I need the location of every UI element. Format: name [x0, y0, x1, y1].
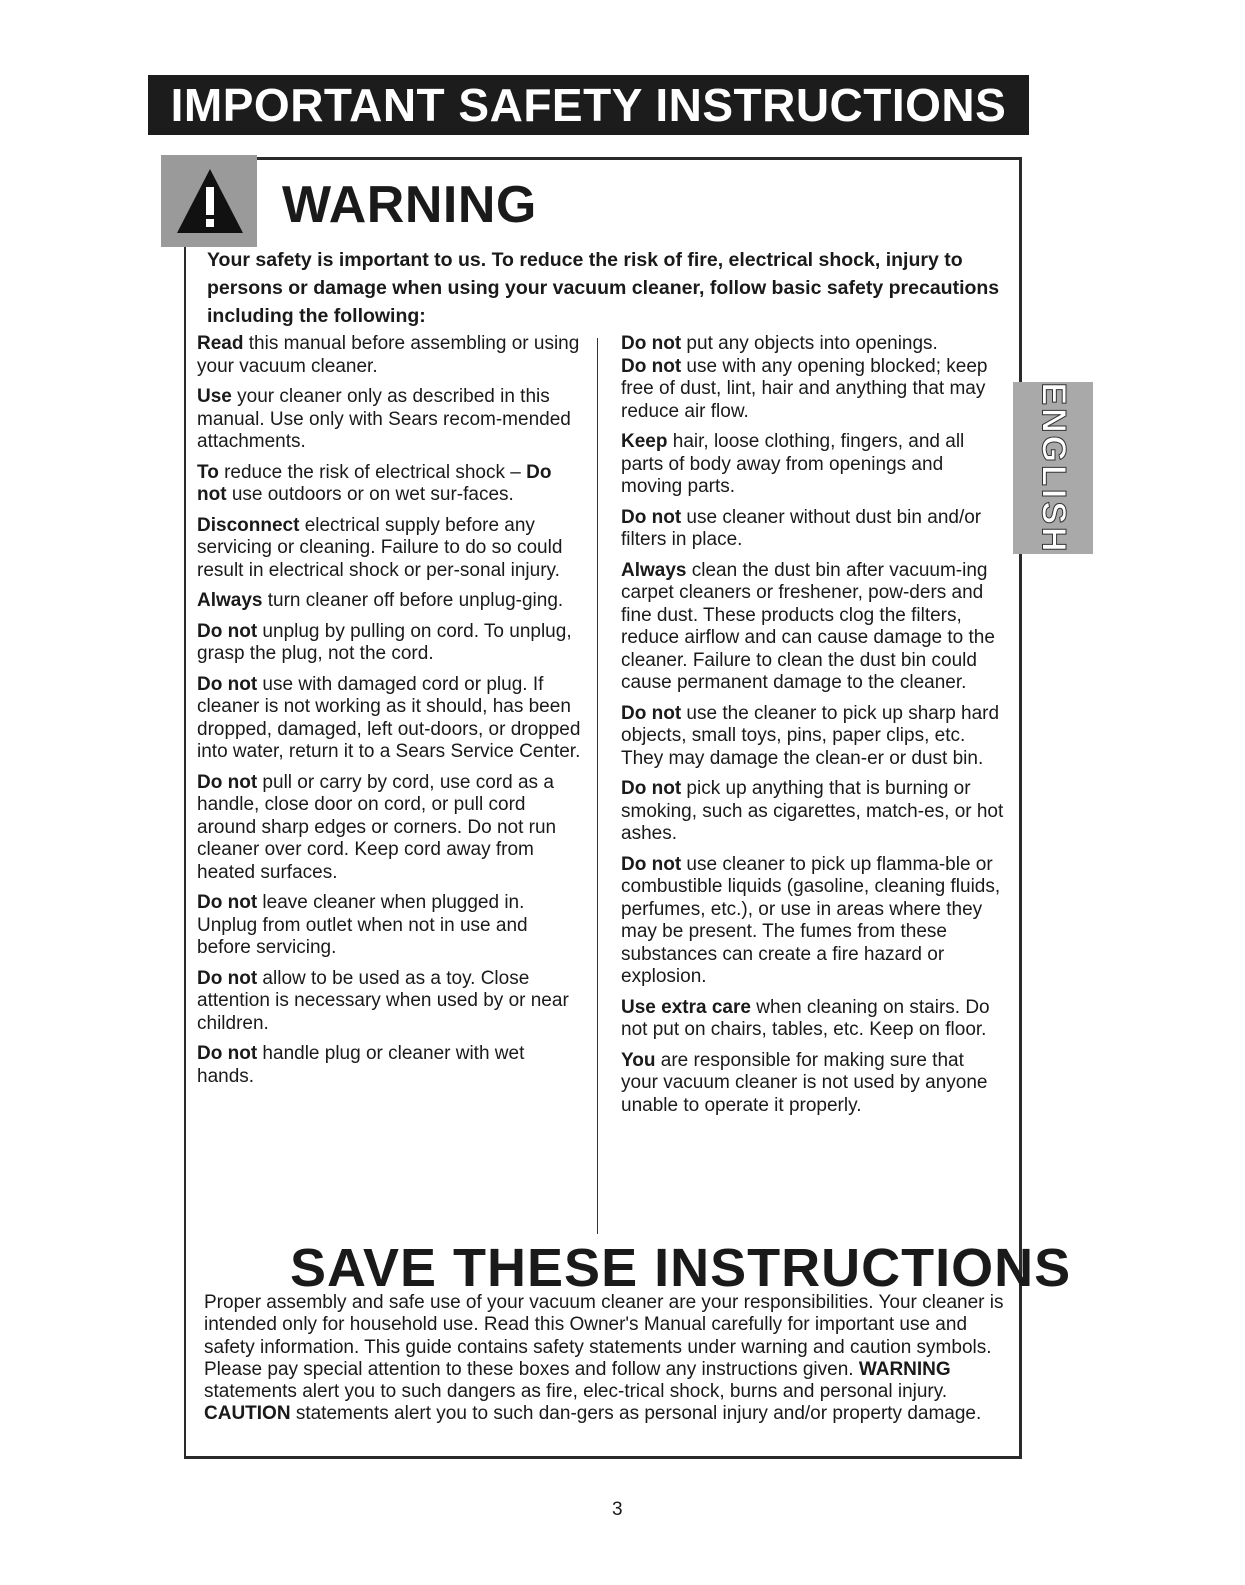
column-divider [597, 338, 598, 1234]
paragraph-text-3: statements alert you to such dan-gers as personal injury and/or property damage. [290, 1403, 982, 1425]
safety-item-text: use cleaner to pick up flamma-ble or combustible liquids (gasoline, cleaning fluids, perfumes, etc.), or use in areas where they may be present. The fumes from these substances can create a fire hazard or explosion. [621, 853, 1001, 987]
safety-item-text: this manual before assembling or using your vacuum cleaner. [197, 333, 580, 377]
safety-item-text: use the cleaner to pick up sharp hard objects, small toys, pins, paper clips, etc. They may damage the clean-er or dust bin. [621, 702, 1000, 769]
safety-item-lead: Do not [197, 771, 258, 793]
safety-item [197, 621, 582, 666]
safety-item-lead: Read [197, 333, 244, 354]
safety-item-text: turn cleaner off before unplug-ging. [262, 590, 564, 611]
paragraph-text-1: Proper assembly and safe use of your vacuum cleaner are your responsibilities. Your cleaner is intended only for household use. Read this Owner's Manual carefully for important use and safety information. This guide contains safety statements under warning and caution symbols. Please pay special attention to these boxes and follow any instructions given. [204, 1292, 1004, 1380]
warning-triangle-icon [175, 167, 245, 235]
safety-item [621, 560, 1006, 695]
safety-item-lead: Use [197, 386, 232, 407]
responsibility-paragraph [204, 1292, 1004, 1426]
safety-item-text: leave cleaner when plugged in. Unplug from outlet when not in use and before servicing. [197, 892, 528, 958]
safety-item-text: are responsible for making sure that your vacuum cleaner is not used by anyone unable to operate it properly. [621, 1049, 988, 1116]
safety-item-text: your cleaner only as described in this manual. Use only with Sears recom-mended attachments. [197, 386, 571, 452]
language-tab-label: ENGLISH [1034, 381, 1073, 555]
safety-item [197, 333, 582, 378]
safety-item-text: pull or carry by cord, use cord as a handle, close door on cord, or pull cord around sharp edges or corners. Do not run cleaner over cord. Keep cord away from heated surfaces. [197, 771, 557, 883]
safety-item-lead: To [197, 461, 219, 483]
safety-item-lead: Do not [197, 1043, 258, 1064]
safety-item [621, 997, 1006, 1042]
safety-item-lead: Do not [197, 892, 258, 913]
safety-item-text: use with damaged cord or plug. If cleaner is not working as it should, has been dropped, damaged, left out-doors, or dropped into water, return it to a Sears Service Center. [197, 673, 581, 762]
safety-item [197, 462, 582, 507]
safety-item [197, 590, 582, 613]
safety-item-text: handle plug or cleaner with wet hands. [197, 1043, 525, 1087]
safety-item-text: clean the dust bin after vacuum-ing carpet cleaners or freshener, pow-ders and fine dust. These products clog the filters, reduce airflow and can cause damage to the cleaner. Failure to clean the dust bin could cause permanent damage to the cleaner. [621, 559, 995, 693]
safety-item [621, 507, 1006, 552]
safety-item [197, 968, 582, 1036]
safety-item-text: allow to be used as a toy. Close attention is necessary when used by or near children. [197, 967, 569, 1034]
warning-tab [161, 155, 257, 247]
safety-item [621, 703, 1006, 771]
safety-item-lead: Disconnect [197, 514, 300, 536]
warning-keyword: WARNING [858, 1358, 951, 1380]
safety-item [621, 854, 1006, 989]
safety-item-text: use with any opening blocked; keep free of dust, lint, hair and anything that may reduce air flow. [621, 355, 988, 422]
warning-intro: Your safety is important to us. To reduce the risk of fire, electrical shock, injury to persons or damage when using your vacuum cleaner, follow basic safety precautions including the following: [207, 249, 1000, 327]
safety-item-text: use cleaner without dust bin and/or filters in place. [621, 506, 982, 550]
safety-item-lead: Keep [621, 431, 668, 452]
language-tab [1013, 382, 1093, 554]
safety-item-lead: Do not [621, 778, 682, 799]
safety-item [197, 674, 582, 764]
safety-item-text: use outdoors or on wet sur-faces. [226, 484, 514, 505]
caution-keyword: CAUTION [204, 1403, 291, 1425]
safety-item-lead: Use extra care [621, 996, 751, 1018]
safety-item [621, 333, 1006, 423]
page-title-banner: IMPORTANT SAFETY INSTRUCTIONS [148, 75, 1029, 135]
safety-item-lead: You [621, 1049, 656, 1071]
safety-item-text: electrical supply before any servicing or cleaning. Failure to do so could result in electrical shock or per-sonal injury. [197, 514, 563, 581]
safety-item-lead: Do not [197, 461, 552, 505]
paragraph-text-2: statements alert you to such dangers as fire, elec-trical shock, burns and personal injury. [204, 1381, 948, 1403]
safety-item-lead: Do not [621, 506, 682, 528]
safety-item-lead: Do not [621, 355, 682, 377]
safety-item-text: hair, loose clothing, fingers, and all parts of body away from openings and moving parts. [621, 431, 965, 497]
warning-heading: WARNING [282, 176, 537, 234]
safety-item [197, 892, 582, 960]
safety-item-text: put any objects into openings. [681, 333, 938, 354]
safety-item-lead: Always [197, 590, 263, 611]
safety-item-text: reduce the risk of electrical shock – [218, 461, 527, 483]
page-number: 3 [612, 1499, 623, 1520]
right-column [621, 333, 1006, 1125]
safety-item-text: unplug by pulling on cord. To unplug, grasp the plug, not the cord. [197, 620, 572, 664]
safety-item [621, 1050, 1006, 1118]
safety-item [197, 515, 582, 583]
safety-item-text: pick up anything that is burning or smoking, such as cigarettes, match-es, or hot ashes. [621, 778, 1004, 844]
safety-item [197, 1043, 582, 1088]
left-column [197, 333, 582, 1096]
save-instructions-heading: SAVE THESE INSTRUCTIONS [290, 1238, 1072, 1298]
safety-item-lead: Do not [621, 702, 682, 724]
safety-item-lead: Do not [197, 673, 258, 695]
safety-item [197, 386, 582, 454]
safety-item [197, 772, 582, 885]
safety-item-lead: Do not [197, 620, 258, 642]
safety-item-lead: Do not [197, 967, 258, 989]
safety-item-lead: Do not [621, 853, 682, 875]
safety-item [621, 431, 1006, 499]
safety-item-lead: Always [621, 559, 687, 581]
safety-item-lead: Do not [621, 333, 682, 354]
safety-item-text: when cleaning on stairs. Do not put on chairs, tables, etc. Keep on floor. [621, 996, 990, 1040]
safety-item [621, 778, 1006, 846]
